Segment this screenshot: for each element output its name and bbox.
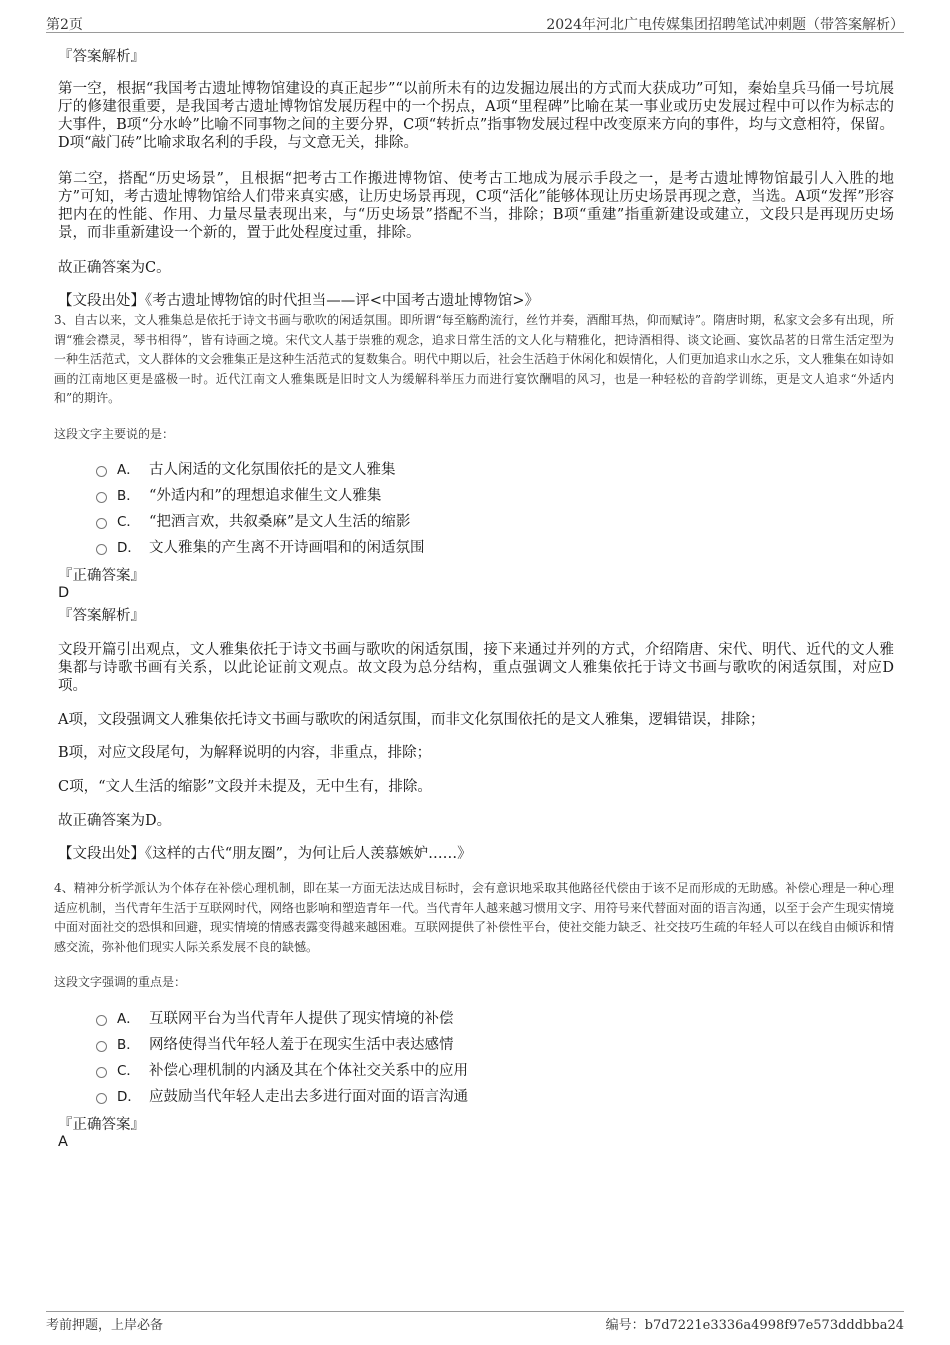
option-text: “把酒言欢，共叙桑麻”是文人生活的缩影	[149, 514, 411, 530]
q3-conclusion: 故正确答案为D。	[58, 813, 172, 829]
q2-analysis-para-2: 第二空，搭配“历史场景”，且根据“把考古工作搬进博物馆、使考古工地成为展示手段之一，是考古遗址博物馆最引人入胜的地方”可知，考古遗址博物馆给人们带来真实感，让历史场景再现，C项“活化”能够体现让历史场景再现之意，当选。A项“发挥”形容把内在的性能、作用、力量尽量表现出来，与“历史场景”搭配不当，排除；B项“重建”指重新建设或建立，文段只是再现历史场景，而非重新建设一个新的，置于此处程度过重，排除。	[58, 171, 894, 241]
radio-icon[interactable]	[96, 1015, 107, 1026]
header-divider	[46, 32, 904, 33]
option-letter: C．	[117, 514, 140, 530]
radio-icon[interactable]	[96, 544, 107, 555]
q4-option-a[interactable]	[96, 1010, 454, 1028]
option-letter: D．	[117, 1089, 141, 1105]
q3-option-b[interactable]	[96, 487, 381, 505]
option-letter: C．	[117, 1063, 140, 1079]
option-letter: B．	[117, 488, 140, 504]
q2-source: 【文段出处】《考古遗址博物馆的时代担当——评<中国考古遗址博物馆>》	[58, 293, 540, 309]
q3-analysis-para-4: C项，“文人生活的缩影”文段并未提及，无中生有，排除。	[58, 779, 432, 795]
q3-analysis-label: 『答案解析』	[58, 608, 145, 624]
option-text: 文人雅集的产生离不开诗画唱和的闲适氛围	[149, 540, 425, 556]
q3-answer: D	[58, 585, 70, 601]
q4-answer-label: 『正确答案』	[58, 1117, 145, 1133]
footer-divider	[46, 1311, 904, 1312]
q2-conclusion: 故正确答案为C。	[58, 260, 171, 276]
document-title: 2024年河北广电传媒集团招聘笔试冲刺题（带答案解析）	[546, 17, 904, 33]
option-letter: A．	[117, 462, 140, 478]
q4-question: 这段文字强调的重点是：	[54, 975, 187, 989]
q3-answer-label: 『正确答案』	[58, 568, 145, 584]
q2-analysis-para-1: 第一空，根据“我国考古遗址博物馆建设的真正起步”“以前所未有的边发掘边展出的方式而大获成功”可知，秦始皇兵马俑一号坑展厅的修建很重要，是我国考古遗址博物馆发展历程中的一个拐点，A项“里程碑”比喻在某一事业或历史发展过程中可以作为标志的大事件，B项“分水岭”比喻不同事物之间的主要分界，C项“转折点”指事物发展过程中改变原来方向的事件，均与文意相符，保留。D项“敲门砖”比喻求取名利的手段，与文意无关，排除。	[58, 81, 894, 151]
q4-option-b[interactable]	[96, 1036, 454, 1054]
footer-slogan: 考前押题，上岸必备	[46, 1318, 164, 1333]
option-text: 互联网平台为当代青年人提供了现实情境的补偿	[149, 1011, 454, 1027]
q3-source: 【文段出处】《这样的古代“朋友圈”，为何让后人羡慕嫉妒……》	[58, 846, 472, 862]
option-text: 网络使得当代年轻人羞于在现实生活中表达感情	[149, 1037, 454, 1053]
radio-icon[interactable]	[96, 466, 107, 477]
radio-icon[interactable]	[96, 1093, 107, 1104]
radio-icon[interactable]	[96, 518, 107, 529]
q4-option-c[interactable]	[96, 1062, 468, 1080]
option-text: “外适内和”的理想追求催生文人雅集	[149, 488, 382, 504]
option-text: 补偿心理机制的内涵及其在个体社交关系中的应用	[149, 1063, 468, 1079]
option-letter: A．	[117, 1011, 140, 1027]
radio-icon[interactable]	[96, 1067, 107, 1078]
q3-analysis-para-3: B项，对应文段尾句，为解释说明的内容，非重点，排除；	[58, 745, 432, 761]
q3-option-c[interactable]	[96, 513, 410, 531]
radio-icon[interactable]	[96, 1041, 107, 1052]
page-number: 第2页	[46, 17, 83, 33]
q3-passage: 3、自古以来，文人雅集总是依托于诗文书画与歌吹的闲适氛围。即所谓“每至觞酌流行，丝竹并奏，酒酣耳热，仰而赋诗”。隋唐时期，私家文会多有出现，所谓“雅会襟灵，琴书相得”，皆有诗画之境。宋代文人基于崇雅的观念，追求日常生活的文人化与精雅化，把诗酒相得、谈文论画、宴饮品茗的日常生活定型为一种生活范式，文人群体的文会雅集正是这种生活范式的复数集合。明代中期以后，社会生活趋于休闲化和娱情化，人们更加追求山水之乐，文人雅集在如诗如画的江南地区更是盛极一时。近代江南文人雅集既是旧时文人为缓解科举压力而进行宴饮酬唱的风习，也是一种轻松的音韵学训练，更是文人追求“外适内和”的期许。	[54, 313, 895, 405]
radio-icon[interactable]	[96, 492, 107, 503]
option-text: 古人闲适的文化氛围依托的是文人雅集	[149, 462, 396, 478]
q4-passage: 4、精神分析学派认为个体存在补偿心理机制，即在某一方面无法达成目标时，会有意识地采取其他路径代偿由于该不足而形成的无助感。补偿心理是一种心理适应机制，当代青年生活于互联网时代，网络也影响和塑造青年一代。当代青年人越来越习惯用文字、用符号来代替面对面的语言沟通，以至于会产生现实情境中面对面社交的恐惧和回避，现实情境的情感表露变得越来越困难。互联网提供了补偿性平台，使社交能力缺乏、社交技巧生疏的年轻人可以在线自由倾诉和情感交流，弥补他们现实人际关系发展不良的缺憾。	[54, 881, 895, 954]
q3-analysis-para-2: A项，文段强调文人雅集依托诗文书画与歌吹的闲适氛围，而非文化氛围依托的是文人雅集，逻辑错误，排除；	[58, 712, 765, 728]
q2-analysis-label: 『答案解析』	[58, 49, 145, 65]
q4-option-d[interactable]	[96, 1088, 468, 1106]
q3-option-a[interactable]	[96, 461, 396, 479]
q3-option-d[interactable]	[96, 539, 425, 557]
q3-analysis-para-1: 文段开篇引出观点，文人雅集依托于诗文书画与歌吹的闲适氛围，接下来通过并列的方式，介绍隋唐、宋代、明代、近代的文人雅集都与诗歌书画有关系，以此论证前文观点。故文段为总分结构，重点强调文人雅集依托于诗文书画与歌吹的闲适氛围，对应D项。	[58, 642, 894, 694]
option-letter: D．	[117, 540, 141, 556]
q4-answer: A	[58, 1134, 68, 1150]
document-id: 编号：b7d7221e3336a4998f97e573dddbba24	[605, 1318, 904, 1333]
option-letter: B．	[117, 1037, 140, 1053]
q3-question: 这段文字主要说的是：	[54, 427, 175, 441]
option-text: 应鼓励当代年轻人走出去多进行面对面的语言沟通	[149, 1089, 468, 1105]
